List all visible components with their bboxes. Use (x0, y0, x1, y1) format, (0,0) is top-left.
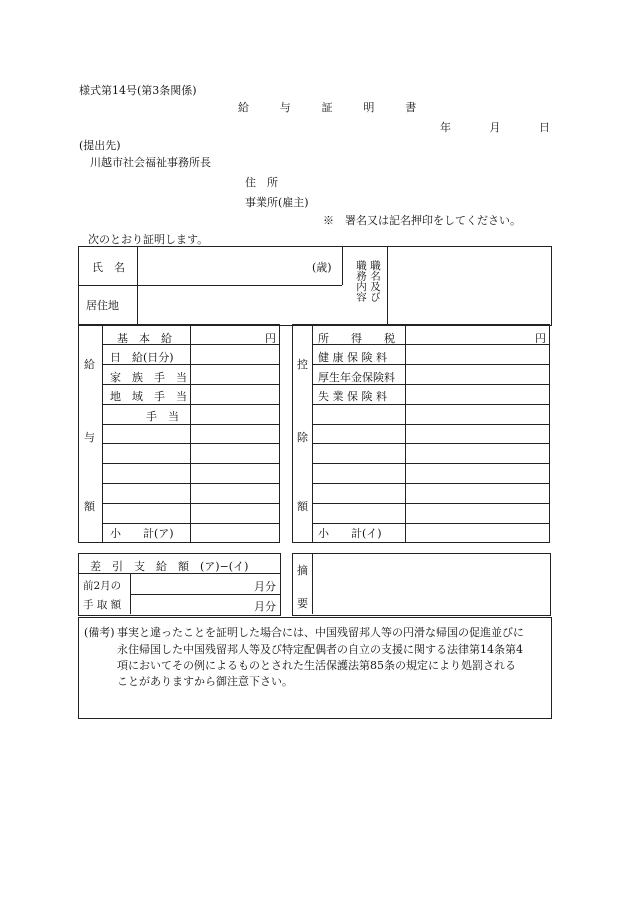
pay-side-label-2: 与 (84, 431, 95, 444)
signature-note: ※ 署名又は記名押印をしてください。 (323, 214, 521, 227)
document-title: 給 与 証 明 書 (238, 101, 427, 114)
notes-label: (備考) (84, 626, 115, 639)
prev-takehome-label-1: 前2月の (83, 580, 122, 592)
pay-row-label: 地 域 手 当 (110, 390, 187, 403)
notes-line-4: ことがありますから御注意下さい。 (117, 675, 293, 688)
pay-row-label: 手 当 (146, 410, 179, 423)
deduction-row-label: 厚生年金保険料 (318, 371, 395, 384)
name-label: 氏 名 (92, 261, 125, 274)
month-unit-1: 月分 (254, 580, 276, 593)
deduction-side-label-1: 控 (297, 358, 308, 371)
employer-address-label: 住 所 (245, 176, 278, 189)
submit-to: 川越市社会福祉事務所長 (90, 156, 211, 169)
pay-side-label-3: 額 (84, 500, 95, 513)
deduction-unit-yen: 円 (535, 332, 546, 345)
deduction-side-label-3: 額 (297, 500, 308, 513)
pay-row-label: 基 本 給 (117, 332, 172, 345)
deduction-row-label: 失 業 保 険 料 (318, 390, 387, 403)
deduction-side-label-2: 除 (297, 431, 308, 444)
pay-unit-yen: 円 (265, 332, 276, 345)
remarks-label-1: 摘 (297, 564, 308, 577)
intro-text: 次のとおり証明します。 (88, 233, 209, 246)
month-unit-2: 月分 (254, 600, 276, 613)
date-line: 年 月 日 (440, 121, 556, 134)
pay-row-label: 家 族 手 当 (110, 371, 187, 384)
pay-row-label: 日 給(日分) (110, 351, 174, 364)
employer-label: 事業所(雇主) (245, 196, 309, 209)
pay-side-label-1: 給 (84, 358, 95, 371)
pay-table-frame (79, 325, 280, 543)
notes-line-2: 永住帰国した中国残留邦人等及び特定配偶者の自立の支援に関する法律第14条第4 (117, 643, 523, 656)
submit-to-label: (提出先) (79, 139, 121, 152)
deduction-subtotal-label: 小 計(イ) (318, 527, 382, 540)
deduction-row-label: 所 得 税 (318, 332, 395, 345)
prev-takehome-label-2: 手 取 額 (83, 599, 122, 611)
age-label: (歳) (312, 261, 332, 274)
remarks-field[interactable] (316, 557, 546, 611)
notes-line-1: 事実と違ったことを証明した場合には、中国残留邦人等の円滑な帰国の促進並びに (117, 626, 524, 639)
residence-label: 居住地 (86, 299, 119, 312)
pay-subtotal-label: 小 計(ア) (110, 527, 174, 540)
deduction-row-label: 健 康 保 険 料 (318, 351, 387, 364)
form-number: 様式第14号(第3条関係) (79, 84, 197, 97)
notes-line-3: 項においてその例によるものとされた生活保護法第85条の規定により処罰される (117, 659, 516, 672)
remarks-label-2: 要 (297, 597, 308, 610)
net-pay-label: 差 引 支 給 額 (ア)−(イ) (90, 560, 249, 573)
job-label: 職名及び職務内容 (355, 260, 381, 302)
